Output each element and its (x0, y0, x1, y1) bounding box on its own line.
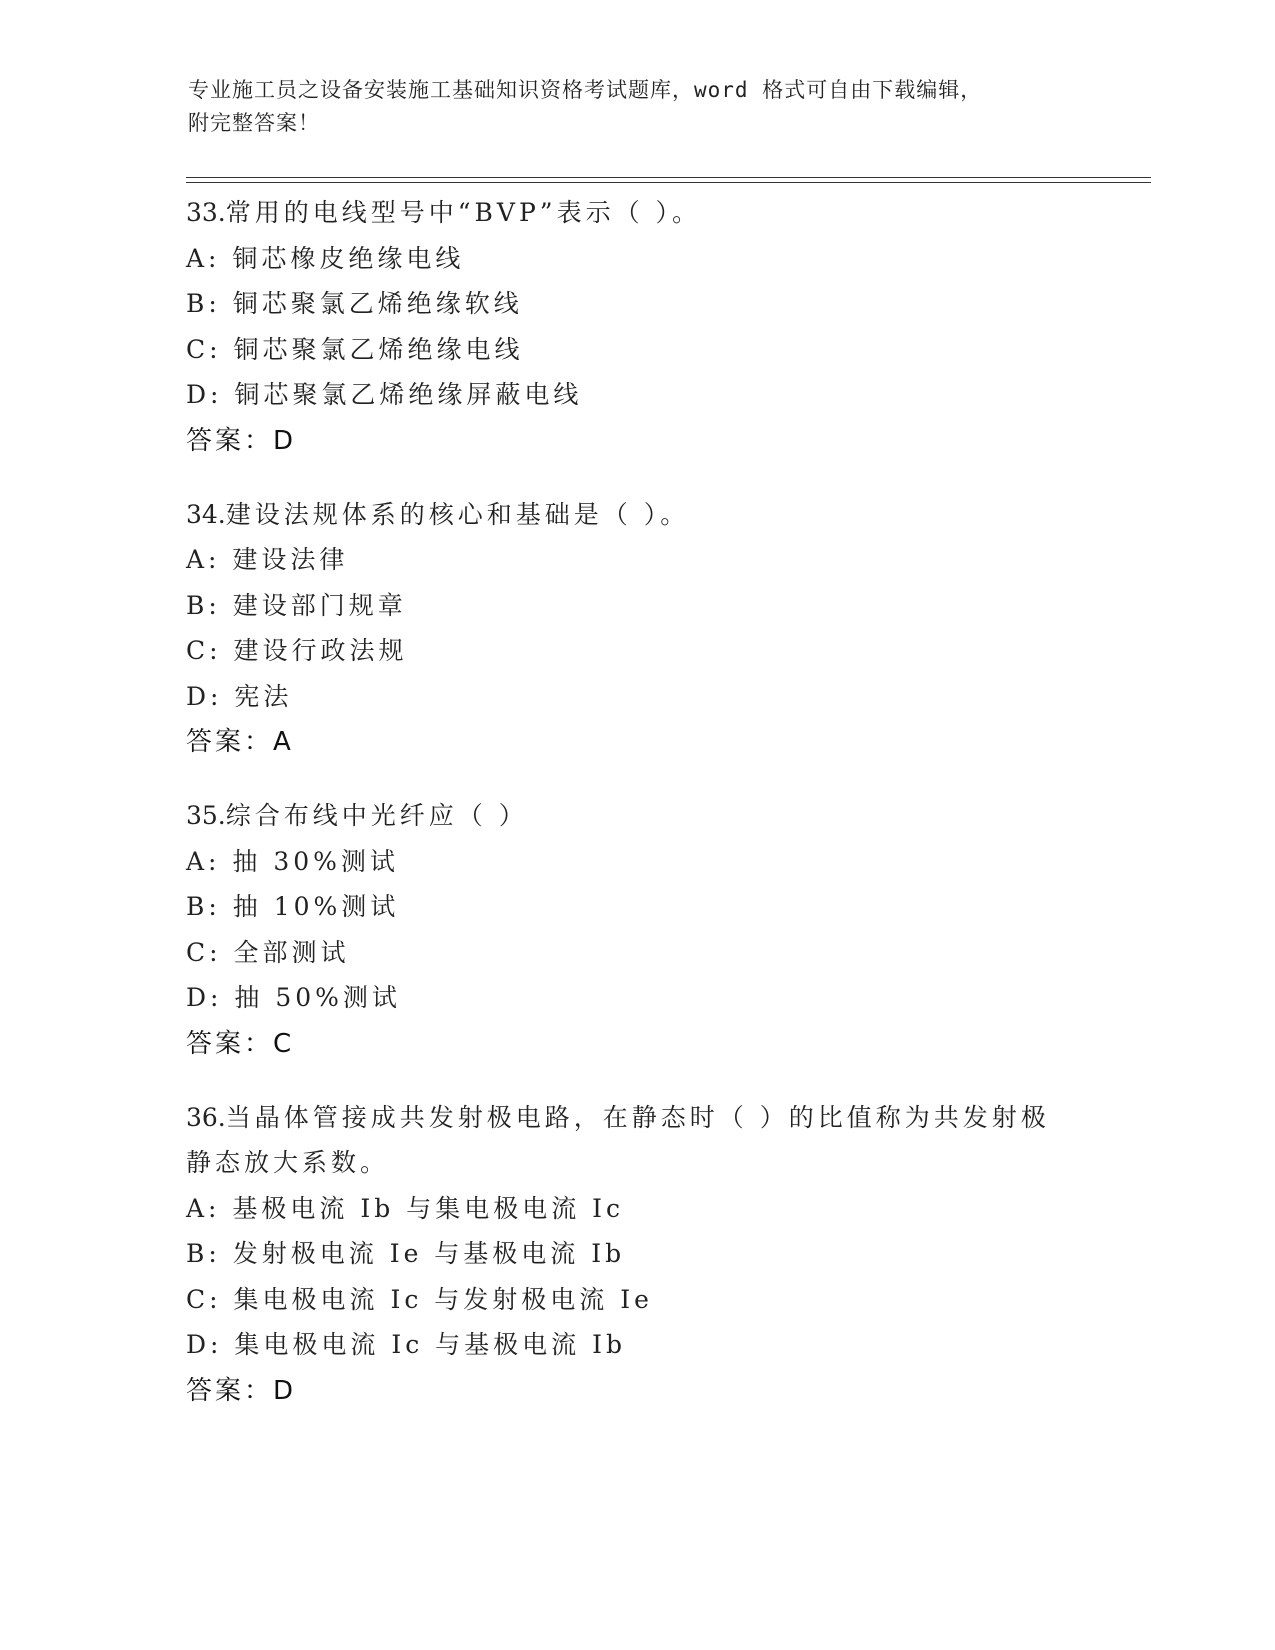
answer-option: A: 抽 30%测试 (186, 846, 399, 876)
question-text: 综合布线中光纤应（ ） (225, 801, 528, 830)
answer-value: A (273, 727, 294, 757)
question-number: 34. (186, 499, 226, 529)
question-block (186, 492, 1136, 766)
answer-option: C: 集电极电流 Ic 与发射极电流 Ie (186, 1284, 653, 1314)
question-number: 36. (186, 1102, 226, 1132)
question-block (186, 1095, 1136, 1414)
answer-label: 答案： (186, 425, 274, 456)
answer-option: A: 建设法律 (186, 545, 349, 574)
answer-line (186, 1368, 1136, 1414)
answer-option: C: 建设行政法规 (186, 636, 408, 665)
question-number: 33. (186, 198, 226, 227)
header-line-2: 附完整答案！ (188, 111, 320, 135)
question-text: 常用的电线型号中“BVP”表示（ ）。 (225, 198, 702, 227)
answer-option: D: 集电极电流 Ic 与基极电流 Ib (186, 1330, 627, 1359)
question-text: 建设法规体系的核心和基础是（ ）。 (225, 499, 690, 529)
answer-option: B: 发射极电流 Ie 与基极电流 Ib (186, 1239, 626, 1268)
answer-option: A: 铜芯橡皮绝缘电线 (186, 243, 465, 273)
answer-value: D (273, 425, 297, 456)
answer-option: B: 铜芯聚氯乙烯绝缘软线 (186, 289, 523, 318)
question-stem (186, 1095, 1136, 1141)
question-stem-continuation: 静态放大系数。 (186, 1148, 390, 1177)
answer-line (186, 719, 1136, 765)
answer-value: D (273, 1375, 297, 1406)
answer-label: 答案： (186, 1375, 274, 1406)
answer-option: D: 抽 50%测试 (186, 983, 401, 1012)
question-stem (186, 492, 1136, 538)
answer-label: 答案： (186, 727, 274, 757)
answer-line (186, 418, 1136, 464)
answer-line (186, 1021, 1136, 1067)
question-stem (186, 190, 1136, 236)
header-divider-bottom (186, 182, 1151, 183)
question-block (186, 793, 1136, 1067)
question-text: 当晶体管接成共发射极电路，在静态时（ ）的比值称为共发射极 (225, 1102, 1050, 1132)
question-number: 35. (186, 801, 226, 830)
answer-label: 答案： (186, 1028, 274, 1059)
answer-option: B: 抽 10%测试 (186, 892, 400, 921)
answer-option: D: 铜芯聚氯乙烯绝缘屏蔽电线 (186, 380, 583, 409)
header-line-1: 专业施工员之设备安装施工基础知识资格考试题库，word 格式可自由下载编辑， (188, 78, 983, 102)
answer-option: D: 宪法 (186, 681, 293, 711)
answer-option: C: 铜芯聚氯乙烯绝缘电线 (186, 334, 524, 364)
question-list (186, 190, 1136, 1442)
question-block (186, 190, 1136, 464)
question-stem (186, 793, 1136, 839)
answer-option: A: 基极电流 Ib 与集电极电流 Ic (186, 1193, 625, 1223)
header-divider-top (186, 177, 1151, 178)
answer-option: C: 全部测试 (186, 937, 350, 967)
answer-option: B: 建设部门规章 (186, 590, 407, 620)
answer-value: C (273, 1028, 295, 1059)
document-header (188, 74, 1068, 140)
